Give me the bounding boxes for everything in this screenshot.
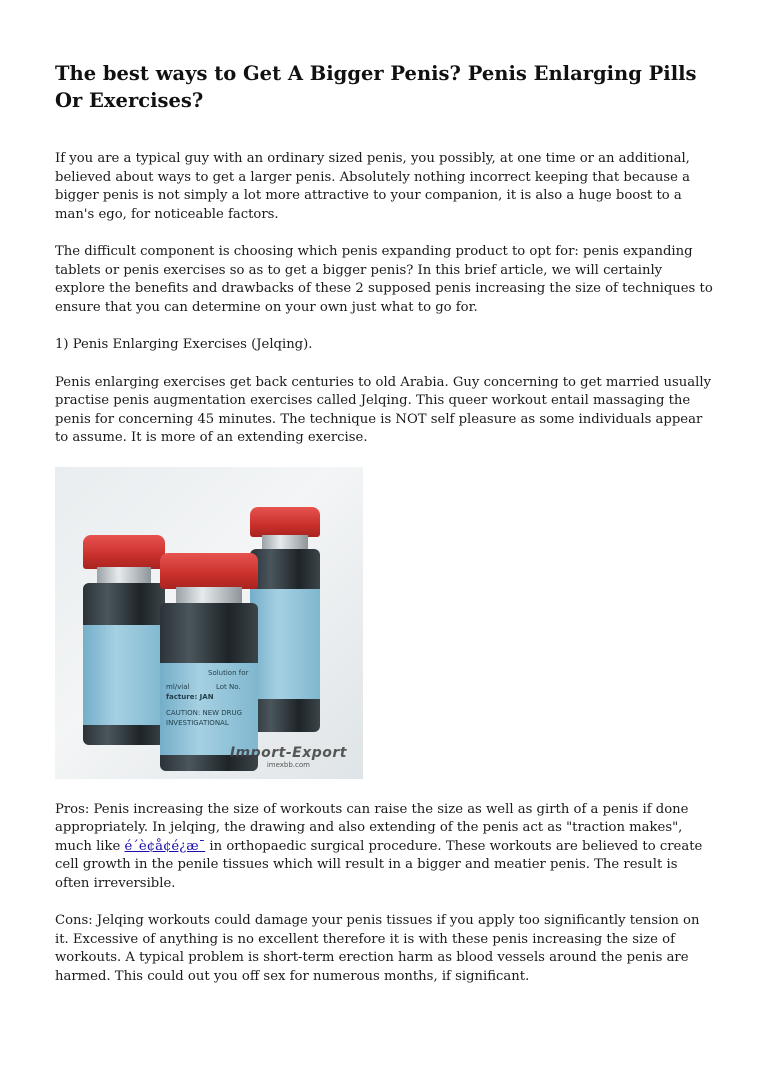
vial-label-investigational: INVESTIGATIONAL	[166, 718, 229, 727]
paragraph-pros	[55, 801, 715, 894]
vial-label-solution: Solution for	[208, 668, 249, 677]
paragraph-choice: The difficult component is choosing which penis expanding product to opt for: penis expanding tablets or penis exercises so as to get a bigger penis? In this brief article, we will certainly explore the benefits and drawbacks of these 2 supposed penis increasing the size of techniques to ensure that you can determine on your own just what to go for.	[55, 244, 713, 315]
document-page	[55, 60, 715, 1005]
image-watermark	[230, 745, 347, 769]
paragraph-jelqing: Penis enlarging exercises get back centuries to old Arabia. Guy concerning to get married usually practise penis augmentation exercises called Jelqing. This queer workout entail massaging the penis for concerning 45 minutes. The technique is NOT self pleasure as some individuals appear to assume. It is more of an extending exercise.	[55, 374, 712, 445]
watermark-url: imexbb.com	[266, 760, 310, 769]
vial-label-lot: Lot No.	[216, 682, 241, 691]
vial-back	[250, 507, 320, 732]
vial-label-manufacture: facture: JAN	[166, 692, 214, 701]
vials-photo	[55, 467, 363, 779]
vial-front	[160, 553, 258, 771]
pros-text-end: in orthopaedic surgical procedure. These workouts are believed to create cell growth in the penile tissues which will result in a bigger and meatier penis. The result is often irreversible.	[55, 838, 703, 891]
vial-label-caution: CAUTION: NEW DRUG	[166, 708, 243, 717]
vial-left	[83, 535, 165, 745]
pros-text-start: Pros: Penis increasing the size of workouts can raise the size as well as girth of a penis if done appropriately. In jelqing, the drawing and also extending of the penis act as "traction makes", much like	[55, 801, 689, 854]
document-title: The best ways to Get A Bigger Penis? Penis Enlarging Pills Or Exercises?	[55, 62, 697, 112]
watermark-title: Import-Export	[229, 744, 347, 761]
vial-label-volume: ml/vial	[166, 682, 190, 691]
section-heading-exercises: 1) Penis Enlarging Exercises (Jelqing).	[55, 337, 313, 352]
inline-link[interactable]: é´è¢å¢é¿æ¯	[124, 838, 206, 854]
paragraph-cons: Cons: Jelqing workouts could damage your penis tissues if you apply too significantly tension on it. Excessive of anything is no excellent therefore it is with these penis increasing the size of workouts. A typical problem is short-term erection harm as blood vessels around the penis are harmed. This could out you off sex for numerous months, if significant.	[55, 913, 700, 984]
paragraph-intro: If you are a typical guy with an ordinary sized penis, you possibly, at one time or an additional, believed about ways to get a larger penis. Absolutely nothing incorrect keeping that because a bigger penis is not simply a lot more attractive to your companion, it is also a huge boost to a man's ego, for noticeable factors.	[55, 151, 691, 222]
